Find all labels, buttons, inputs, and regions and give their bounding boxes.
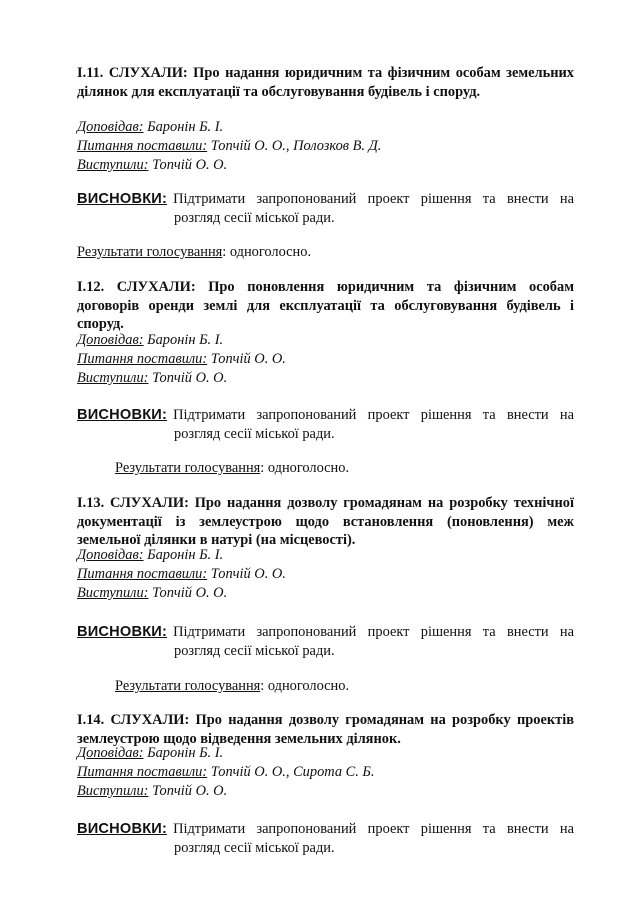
conclusions-label: ВИСНОВКИ: bbox=[77, 821, 168, 837]
reporter-name: Баронін Б. І. bbox=[147, 745, 224, 761]
speakers-label: Виступили: bbox=[77, 157, 149, 173]
speakers-names: Топчій О. О. bbox=[152, 157, 228, 173]
item-meta-13 bbox=[77, 546, 574, 603]
conclusions-text-line2: розгляд сесії міської ради. bbox=[174, 643, 335, 659]
conclusions-12 bbox=[77, 406, 574, 444]
conclusions-text-line1: Підтримати запропонований проект рішення та внести на bbox=[173, 407, 574, 423]
conclusions-label: ВИСНОВКИ: bbox=[77, 191, 168, 207]
reporter-label: Доповідав: bbox=[77, 332, 144, 348]
questions-label: Питання поставили: bbox=[77, 138, 208, 154]
speakers-line bbox=[77, 584, 574, 603]
vote-result-12 bbox=[115, 459, 574, 478]
conclusions-text-line2: розгляд сесії міської ради. bbox=[174, 210, 335, 226]
reporter-label: Доповідав: bbox=[77, 547, 144, 563]
reporter-name: Баронін Б. І. bbox=[147, 547, 224, 563]
reporter-line bbox=[77, 546, 574, 565]
speakers-names: Топчій О. О. bbox=[152, 783, 228, 799]
vote-label: Результати голосування bbox=[115, 460, 261, 476]
conclusions-13 bbox=[77, 623, 574, 661]
conclusions-text-line1: Підтримати запропонований проект рішення та внести на bbox=[173, 191, 574, 207]
conclusions-14 bbox=[77, 820, 574, 858]
conclusions-label: ВИСНОВКИ: bbox=[77, 624, 168, 640]
questions-names: Топчій О. О., Полозков В. Д. bbox=[210, 138, 382, 154]
vote-value: : одноголосно. bbox=[260, 460, 350, 476]
vote-result-13 bbox=[115, 677, 574, 696]
vote-value: : одноголосно. bbox=[260, 678, 350, 694]
speakers-label: Виступили: bbox=[77, 370, 149, 386]
speakers-line bbox=[77, 156, 574, 175]
reporter-line bbox=[77, 331, 574, 350]
conclusions-label: ВИСНОВКИ: bbox=[77, 407, 168, 423]
reporter-name: Баронін Б. І. bbox=[147, 332, 224, 348]
speakers-names: Топчій О. О. bbox=[152, 585, 228, 601]
reporter-name: Баронін Б. І. bbox=[147, 119, 224, 135]
questions-label: Питання поставили: bbox=[77, 764, 208, 780]
vote-label: Результати голосування bbox=[77, 244, 223, 260]
questions-line bbox=[77, 763, 574, 782]
item-meta-14 bbox=[77, 744, 574, 801]
questions-label: Питання поставили: bbox=[77, 351, 208, 367]
speakers-names: Топчій О. О. bbox=[152, 370, 228, 386]
conclusions-text-line1: Підтримати запропонований проект рішення та внести на bbox=[173, 821, 574, 837]
reporter-label: Доповідав: bbox=[77, 119, 144, 135]
vote-result-11 bbox=[77, 243, 574, 262]
item-meta-12 bbox=[77, 331, 574, 388]
item-heard-14: І.14. СЛУХАЛИ: Про надання дозволу громадянам на розробку проектів землеустрою щодо відведення земельних ділянок. bbox=[77, 712, 574, 747]
item-heard-11: І.11. СЛУХАЛИ: Про надання юридичним та фізичним особам земельних ділянок для експлуатації та обслуговування будівель і споруд. bbox=[77, 65, 574, 100]
questions-names: Топчій О. О., Сирота С. Б. bbox=[210, 764, 375, 780]
conclusions-text-line2: розгляд сесії міської ради. bbox=[174, 426, 335, 442]
questions-names: Топчій О. О. bbox=[210, 351, 286, 367]
reporter-label: Доповідав: bbox=[77, 745, 144, 761]
vote-value: : одноголосно. bbox=[222, 244, 312, 260]
speakers-line bbox=[77, 782, 574, 801]
questions-line bbox=[77, 137, 574, 156]
item-heard-12: І.12. СЛУХАЛИ: Про поновлення юридичним та фізичним особам договорів оренди землі для експлуатації та обслуговування будівель і споруд. bbox=[77, 279, 574, 332]
conclusions-11 bbox=[77, 190, 574, 228]
reporter-line bbox=[77, 744, 574, 763]
speakers-line bbox=[77, 369, 574, 388]
questions-line bbox=[77, 350, 574, 369]
questions-names: Топчій О. О. bbox=[210, 566, 286, 582]
speakers-label: Виступили: bbox=[77, 585, 149, 601]
questions-line bbox=[77, 565, 574, 584]
questions-label: Питання поставили: bbox=[77, 566, 208, 582]
conclusions-text-line2: розгляд сесії міської ради. bbox=[174, 840, 335, 856]
item-heard-13: І.13. СЛУХАЛИ: Про надання дозволу громадянам на розробку технічної документації із землеустрою щодо встановлення (поновлення) меж земельної ділянки в натурі (на місцевості). bbox=[77, 495, 574, 548]
conclusions-text-line1: Підтримати запропонований проект рішення та внести на bbox=[173, 624, 574, 640]
vote-label: Результати голосування bbox=[115, 678, 261, 694]
speakers-label: Виступили: bbox=[77, 783, 149, 799]
reporter-line bbox=[77, 118, 574, 137]
item-meta-11 bbox=[77, 118, 574, 175]
